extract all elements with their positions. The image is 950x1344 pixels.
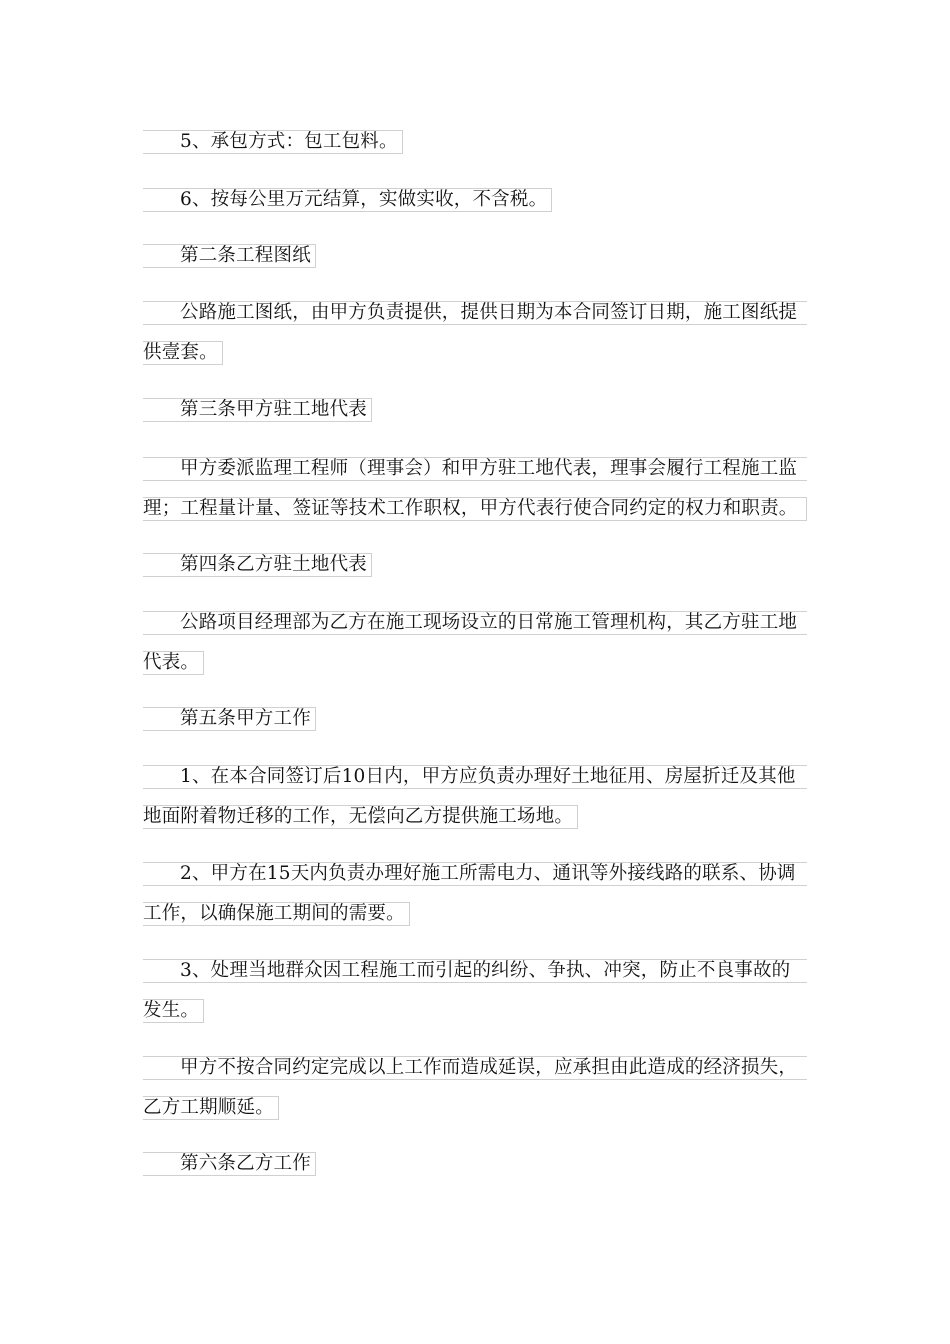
text-line: 代表。 — [143, 651, 204, 675]
section-heading: 第四条乙方驻土地代表 — [143, 553, 372, 577]
text-line: 甲方委派监理工程师（理事会）和甲方驻工地代表，理事会履行工程施工监 — [143, 457, 807, 481]
heading-article-2 — [143, 236, 807, 276]
text-line: 公路项目经理部为乙方在施工现场设立的日常施工管理机构，其乙方驻工地 — [143, 611, 807, 635]
text-line: 地面附着物迁移的工作，无偿向乙方提供施工场地。 — [143, 805, 578, 829]
paragraph-party-a-rep — [143, 449, 807, 529]
section-heading: 第二条工程图纸 — [143, 244, 316, 268]
section-heading: 第六条乙方工作 — [143, 1152, 316, 1176]
paragraph-settlement — [143, 180, 807, 220]
text-line: 供壹套。 — [143, 341, 223, 365]
paragraph-project-dept — [143, 603, 807, 683]
heading-article-6 — [143, 1144, 807, 1184]
section-heading: 第三条甲方驻工地代表 — [143, 398, 372, 422]
paragraph-party-a-item-1 — [143, 757, 807, 837]
text-line: 6、按每公里万元结算，实做实收，不含税。 — [143, 188, 552, 212]
paragraph-party-a-item-3 — [143, 951, 807, 1031]
paragraph-party-a-breach — [143, 1048, 807, 1128]
section-heading: 第五条甲方工作 — [143, 707, 316, 731]
text-line: 2、甲方在15天内负责办理好施工所需电力、通讯等外接线路的联系、协调 — [143, 862, 807, 886]
text-line: 乙方工期顺延。 — [143, 1096, 279, 1120]
text-line: 发生。 — [143, 999, 204, 1023]
text-line: 1、在本合同签订后10日内，甲方应负责办理好土地征用、房屋折迁及其他 — [143, 765, 807, 789]
heading-article-3 — [143, 390, 807, 430]
heading-article-4 — [143, 545, 807, 585]
text-line: 公路施工图纸，由甲方负责提供，提供日期为本合同签订日期，施工图纸提 — [143, 301, 807, 325]
paragraph-party-a-item-2 — [143, 854, 807, 934]
text-line: 工作，以确保施工期间的需要。 — [143, 902, 410, 926]
heading-article-5 — [143, 699, 807, 739]
text-line: 理；工程量计量、签证等技术工作职权，甲方代表行使合同约定的权力和职责。 — [143, 497, 807, 521]
paragraph-drawings — [143, 293, 807, 373]
text-line: 甲方不按合同约定完成以上工作而造成延误，应承担由此造成的经济损失， — [143, 1056, 807, 1080]
paragraph-contract-method — [143, 122, 807, 162]
text-line: 3、处理当地群众因工程施工而引起的纠纷、争执、冲突，防止不良事故的 — [143, 959, 807, 983]
text-line: 5、承包方式：包工包料。 — [143, 130, 403, 154]
